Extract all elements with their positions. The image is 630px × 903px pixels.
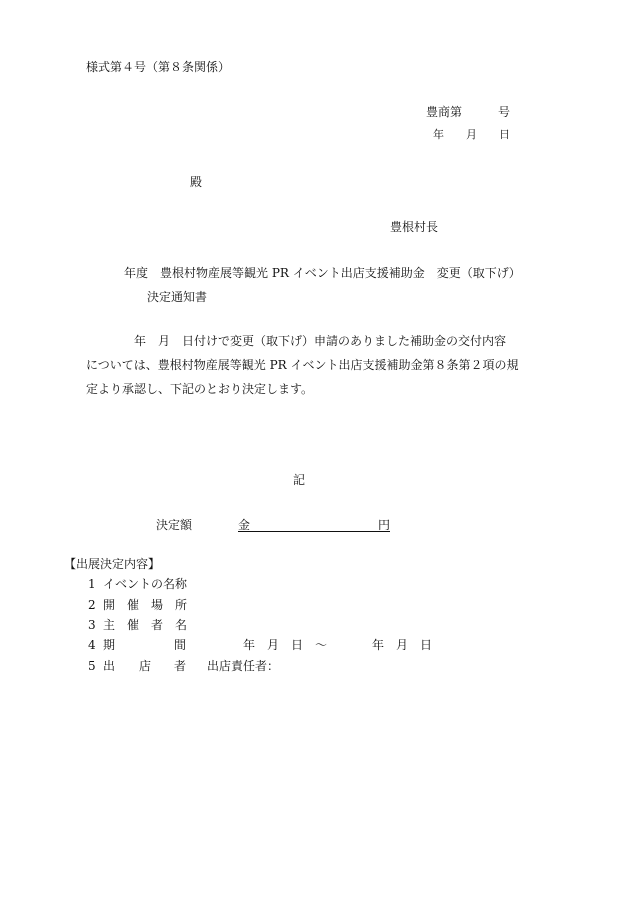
ki-heading: 記 [293, 473, 306, 487]
decision-amount-suffix: 円 [378, 518, 391, 532]
document-title-line1: 年度 豊根村物産展等観光 PR イベント出店支援補助金 変更（取下げ） [124, 266, 521, 280]
item-1-label: イベントの名称 [103, 577, 188, 591]
body-text-line2: については、豊根村物産展等観光 PR イベント出店支援補助金第８条第２項の規 [86, 358, 519, 372]
amount-underline [238, 531, 390, 532]
item-4-label-start: 期 [103, 638, 116, 652]
item-4-period-end: 年 月 日 [372, 638, 433, 652]
body-text-line1: 年 月 日付けで変更（取下げ）申請のありました補助金の交付内容 [134, 334, 507, 348]
item-5-label-mid: 店 [139, 659, 152, 673]
section-heading: 【出展決定内容】 [64, 557, 161, 571]
item-5-responsible: 出店責任者： [207, 659, 280, 673]
item-5-label-end: 者 [174, 659, 187, 673]
item-3-label: 主 催 者 名 [103, 618, 188, 632]
item-3-number: 3 [88, 618, 96, 632]
item-5-number: 5 [88, 659, 96, 673]
item-5-label-start: 出 [103, 659, 116, 673]
body-text-line3: 定より承認し、下記のとおり決定します。 [86, 382, 314, 396]
item-4-number: 4 [88, 638, 96, 652]
form-number: 様式第４号（第８条関係） [86, 60, 231, 74]
document-title-line2: 決定通知書 [147, 290, 208, 304]
recipient-honorific: 殿 [190, 175, 203, 189]
item-1-number: 1 [88, 577, 96, 591]
document-number: 豊商第 号 [426, 105, 511, 119]
sender-title: 豊根村長 [390, 220, 439, 234]
item-4-label-end: 間 [174, 638, 187, 652]
item-4-period-start: 年 月 日 ～ [243, 638, 328, 652]
item-2-label: 開 催 場 所 [103, 598, 188, 612]
decision-amount-prefix: 金 [238, 518, 251, 532]
item-2-number: 2 [88, 598, 96, 612]
document-date: 年 月 日 [433, 128, 510, 141]
decision-amount-label: 決定額 [156, 518, 193, 532]
